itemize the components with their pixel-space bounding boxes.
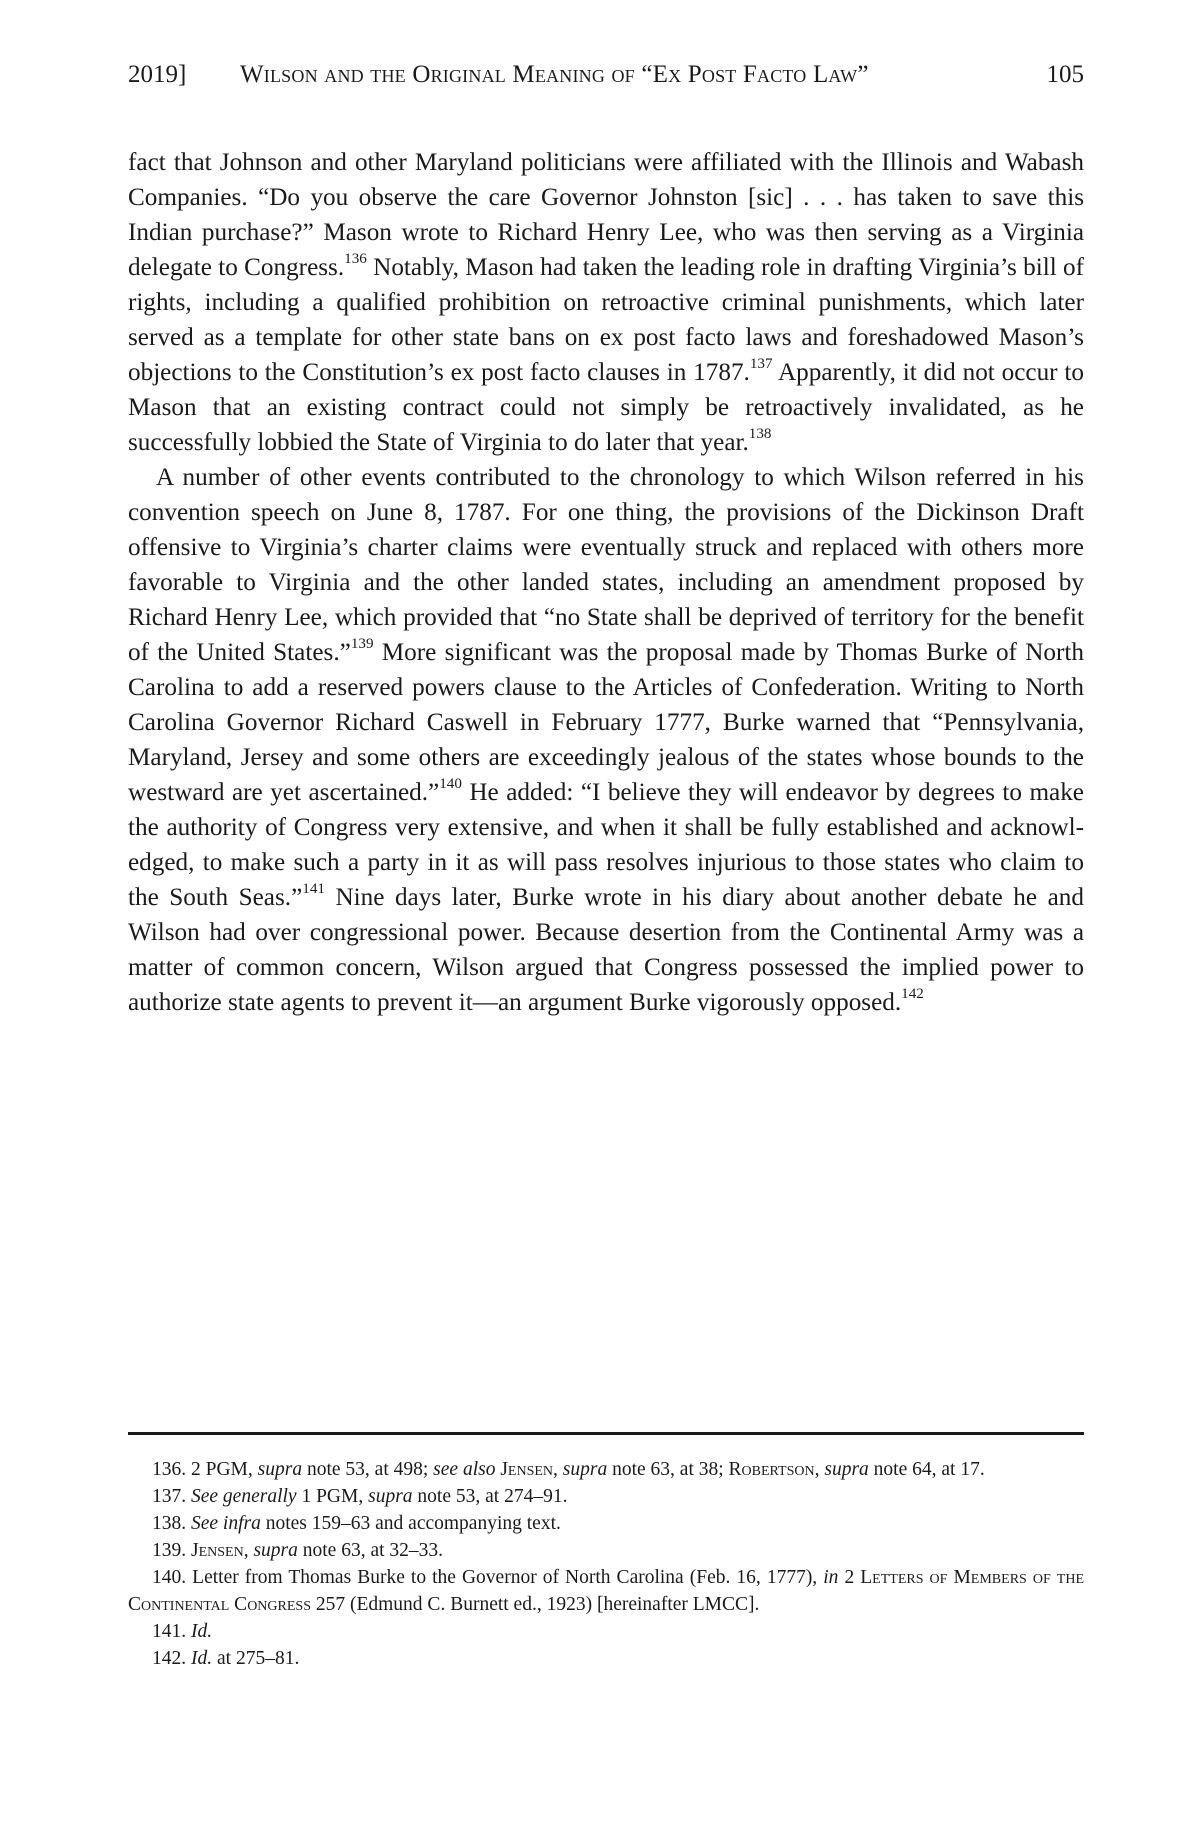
running-head-year: 2019] <box>128 61 187 88</box>
running-head-title: Wilson and the Original Meaning of “Ex Post Facto Law” <box>240 61 869 88</box>
footnote-140 <box>128 1564 1084 1618</box>
fn136-text: , <box>814 1459 825 1480</box>
fn136-italic: supra <box>824 1459 869 1480</box>
footnote-number: 137. <box>152 1486 187 1507</box>
footnote-ref-140: 140 <box>439 776 462 793</box>
fn140-text: Letter from Thomas Burke to the Governor of North Carolina (Feb. 16, 1777), <box>186 1567 824 1588</box>
fn136-text: note 53, at 498; <box>302 1459 434 1480</box>
fn137-text: note 53, at 274–91. <box>412 1486 568 1507</box>
fn136-smallcaps: Jensen <box>500 1459 554 1480</box>
fn136-text: , <box>553 1459 563 1480</box>
p1-text-c: Apparently, it did not occur to Mason that an existing contract could not simply be retroactively invalidated, as he successfully lobbied the State of Virginia to do later that year. <box>128 359 1084 456</box>
fn136-text: note 64, at 17. <box>868 1459 985 1480</box>
p2-text-a: A number of other events contributed to the chronology to which Wilson referred in his convention speech on June 8, 1787. For one thing, the provisions of the Dickinson Draft offensive to Virginia’s charter claims were eventually struck and replaced with others more favorable to Virginia and the other landed states, including an amendment proposed by Richard Henry Lee, which provided that “no State shall be deprived of territory for the benefit of the United States.” <box>128 464 1084 666</box>
footnote-number: 142. <box>152 1648 187 1669</box>
p2-text-b: More significant was the proposal made by Thomas Burke of North Carolina to add a reserved powers clause to the Articles of Confederation. Writing to North Carolina Governor Richard Caswell in February 1777, Burke warned that “Pennsylvania, Maryland, Jersey and some others are exceedingly jealous of the states whose bounds to the westward are yet ascertained.” <box>128 639 1084 806</box>
fn136-italic: supra <box>257 1459 303 1480</box>
fn139-text: , <box>243 1540 254 1561</box>
fn136-italic: supra <box>562 1459 608 1480</box>
fn137-text: 1 PGM, <box>296 1486 369 1507</box>
fn136-text: note 63, at 38; <box>607 1459 729 1480</box>
footnote-number: 140. <box>152 1567 187 1588</box>
footnote-141 <box>128 1618 1084 1645</box>
fn136-italic: see also <box>433 1459 496 1480</box>
document-page <box>128 0 1084 1824</box>
paragraph-1 <box>128 145 1084 460</box>
fn140-text: 2 <box>838 1567 861 1588</box>
footnote-ref-136: 136 <box>344 251 367 268</box>
fn142-italic: Id. <box>191 1648 213 1669</box>
footnote-142 <box>128 1645 1084 1672</box>
fn137-italic: See generally <box>191 1486 297 1507</box>
running-head <box>128 58 1084 92</box>
p2-text-d: Nine days later, Burke wrote in his diary about another debate he and Wilson had over congressional power. Because desertion from the Continental Army was a matter of common concern, Wilson argued that Congress possessed the implied power to authorize state agents to prevent it—an argument Burke vigorously opposed. <box>128 884 1084 1016</box>
footnote-136 <box>128 1456 1084 1483</box>
fn140-text: 257 (Edmund C. Burnett ed., 1923) [hereinafter LMCC]. <box>310 1594 760 1615</box>
fn139-smallcaps: Jensen <box>191 1540 244 1561</box>
footnote-number: 139. <box>152 1540 187 1561</box>
footnote-ref-137: 137 <box>749 356 773 373</box>
footnote-ref-141: 141 <box>302 881 325 898</box>
fn142-text: at 275–81. <box>212 1648 300 1669</box>
footnote-number: 138. <box>152 1513 187 1534</box>
fn141-italic: Id. <box>191 1621 213 1642</box>
p2-text-c: He added: “I believe they will endeavor by degrees to make the authority of Congress very extensive, and when it shall be fully established and acknowledged, to make such a party in it as will pass resolves injurious to those states who claim to the South Seas.” <box>128 779 1084 911</box>
fn139-italic: supra <box>253 1540 298 1561</box>
footnote-ref-138: 138 <box>748 426 772 443</box>
footnote-number: 141. <box>152 1621 187 1642</box>
footnote-ref-139: 139 <box>350 636 374 653</box>
fn138-italic: See infra <box>191 1513 261 1534</box>
fn136-text: 2 PGM, <box>186 1459 258 1480</box>
footnote-number: 136. <box>152 1459 187 1480</box>
body-text <box>128 145 1084 1020</box>
footnote-139 <box>128 1537 1084 1564</box>
p1-text-a: fact that Johnson and other Maryland politicians were affiliated with the Illinois and Wabash Companies. “Do you observe the care Governor Johnston [sic] . . . has taken to save this Indian purchase?” Mason wrote to Richard Henry Lee, who was then serving as a Virginia delegate to Congress. <box>128 149 1084 281</box>
footnotes <box>128 1456 1084 1672</box>
fn137-italic: supra <box>368 1486 413 1507</box>
page-number: 105 <box>1046 61 1084 88</box>
fn136-smallcaps: Robertson <box>728 1459 815 1480</box>
footnote-ref-142: 142 <box>901 986 924 1003</box>
paragraph-2 <box>128 460 1084 1020</box>
p1-text-b: Notably, Mason had taken the leading role in drafting Virginia’s bill of rights, including a qualified prohibition on retroactive criminal punishments, which later served as a template for other state bans on ex post facto laws and foreshadowed Mason’s objections to the Constitution’s ex post facto clauses in 1787. <box>128 254 1084 386</box>
fn138-text: notes 159–63 and accompanying text. <box>260 1513 561 1534</box>
fn140-italic: in <box>823 1567 839 1588</box>
footnote-rule <box>128 1432 1084 1435</box>
footnote-137 <box>128 1483 1084 1510</box>
fn139-text: note 63, at 32–33. <box>297 1540 444 1561</box>
footnote-138 <box>128 1510 1084 1537</box>
fn140-smallcaps: Letters of Members of the Continental Congress <box>128 1567 1085 1615</box>
